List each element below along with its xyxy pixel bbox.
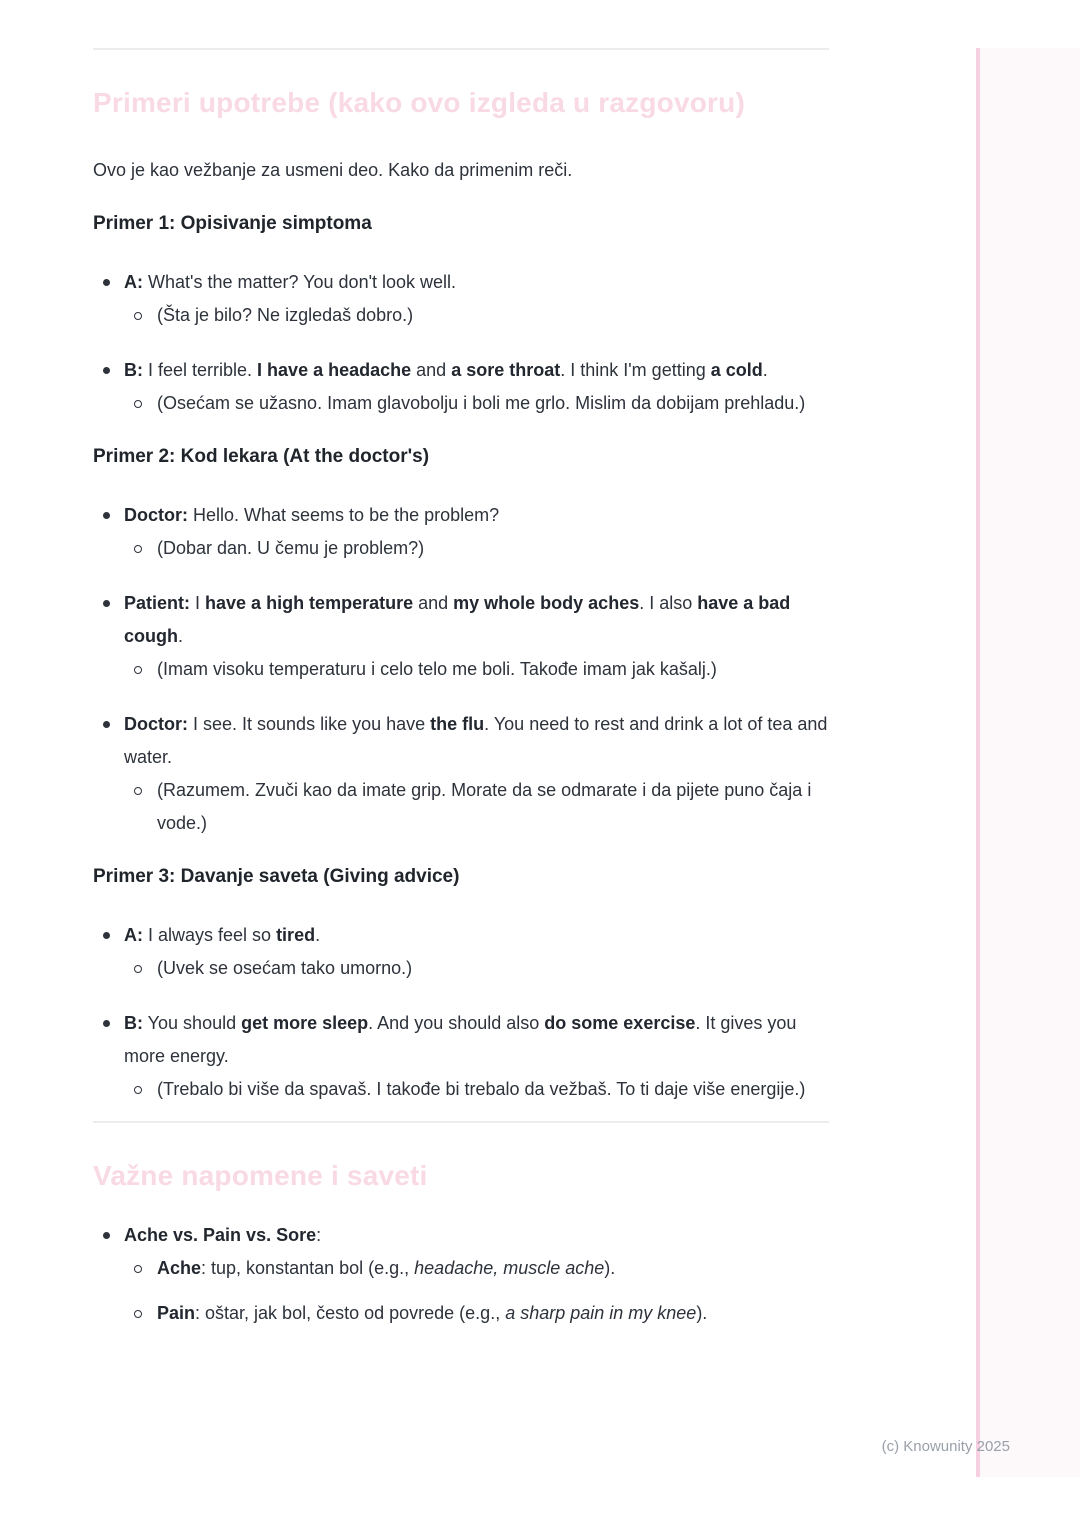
translation-line: [124, 532, 829, 565]
text-segment: I feel terrible.: [143, 360, 258, 380]
text-segment: :: [316, 1225, 322, 1245]
text-segment: : tup, konstantan bol (e.g.,: [201, 1258, 415, 1278]
dialogue-line: [93, 354, 829, 420]
text-segment: and: [413, 593, 454, 613]
bullet-dot-icon: [103, 932, 110, 939]
bullet-dot-icon: [103, 512, 110, 519]
translation-text: [157, 1297, 829, 1330]
text-segment: headache, muscle ache: [414, 1258, 605, 1278]
primer-3-heading: Primer 3: Davanje saveta (Giving advice): [93, 866, 460, 887]
translation-line: [124, 1252, 829, 1285]
dialogue-line: [93, 499, 829, 565]
translation-line: [124, 299, 829, 332]
page-edge-tint: [980, 48, 1080, 1477]
text-segment: A:: [124, 272, 143, 292]
text-segment: ).: [604, 1258, 616, 1278]
translation-text: [157, 774, 829, 840]
content-column: [93, 0, 829, 1330]
text-segment: B:: [124, 360, 143, 380]
translation-text: [157, 532, 829, 565]
text-segment: .: [762, 360, 768, 380]
translation-list: [124, 387, 829, 420]
footer-copyright: (c) Knowunity 2025: [881, 1438, 1010, 1455]
text-segment: ).: [696, 1303, 708, 1323]
translation-text: [157, 299, 829, 332]
text-segment: . I also: [639, 593, 698, 613]
text-segment: Patient:: [124, 593, 191, 613]
bullet-dot-icon: [103, 1232, 110, 1239]
text-segment: Ache: [157, 1258, 202, 1278]
text-segment: Doctor:: [124, 714, 188, 734]
dialogue-line: [93, 1219, 829, 1330]
dialogue-line: [93, 1007, 829, 1106]
bullet-circle-icon: [134, 666, 142, 674]
dialogue-text: [124, 499, 829, 532]
dialogue-line: [93, 919, 829, 985]
bullet-circle-icon: [134, 545, 142, 553]
dialogue-text: [124, 919, 829, 952]
text-segment: Pain: [157, 1303, 196, 1323]
text-segment: the flu: [430, 714, 485, 734]
translation-list: [124, 653, 829, 686]
bullet-dot-icon: [103, 367, 110, 374]
text-segment: : oštar, jak bol, često od povrede (e.g.,: [195, 1303, 506, 1323]
translation-list: [124, 952, 829, 985]
bullet-circle-icon: [134, 787, 142, 795]
translation-list: [124, 774, 829, 840]
text-segment: (Razumem. Zvuči kao da imate grip. Morate da se odmarate i da pijete puno čaja i vode.): [157, 780, 812, 833]
bullet-circle-icon: [134, 965, 142, 973]
translation-text: [157, 1252, 829, 1285]
text-segment: You should: [143, 1013, 242, 1033]
text-segment: . I think I'm getting: [560, 360, 711, 380]
text-segment: Doctor:: [124, 505, 188, 525]
text-segment: my whole body aches: [453, 593, 640, 613]
primer-2-list: [93, 499, 829, 840]
translation-text: [157, 653, 829, 686]
bullet-circle-icon: [134, 400, 142, 408]
dialogue-text: [124, 1007, 829, 1073]
text-segment: What's the matter? You don't look well.: [143, 272, 457, 292]
napomene-list: [93, 1219, 829, 1330]
section-title-primeri-upotrebe: Primeri upotrebe (kako ovo izgleda u razgovoru): [93, 87, 745, 118]
translation-line: [124, 653, 829, 686]
text-segment: and: [411, 360, 452, 380]
text-segment: A:: [124, 925, 143, 945]
dialogue-text: [124, 266, 829, 299]
translation-line: [124, 1073, 829, 1106]
intro-paragraph: Ovo je kao vežbanje za usmeni deo. Kako da primenim reči.: [93, 160, 573, 180]
bullet-circle-icon: [134, 1086, 142, 1094]
translation-text: [157, 1073, 829, 1106]
dialogue-text: [124, 587, 829, 653]
translation-list: [124, 532, 829, 565]
bullet-circle-icon: [134, 312, 142, 320]
top-divider: [93, 48, 829, 50]
text-segment: (Šta je bilo? Ne izgledaš dobro.): [157, 305, 414, 325]
primer-3-list: [93, 919, 829, 1106]
translation-line: [124, 1297, 829, 1330]
section-title-vazne-napomene: Važne napomene i saveti: [93, 1160, 428, 1191]
translation-list: [124, 1073, 829, 1106]
text-segment: (Uvek se osećam tako umorno.): [157, 958, 413, 978]
translation-line: [124, 774, 829, 840]
text-segment: B:: [124, 1013, 143, 1033]
primer-1-list: [93, 266, 829, 420]
dialogue-line: [93, 587, 829, 686]
text-segment: a sore throat: [451, 360, 561, 380]
text-segment: have a bad cough: [124, 593, 791, 646]
text-segment: (Trebalo bi više da spavaš. I takođe bi trebalo da vežbaš. To ti daje više energije.): [157, 1079, 806, 1099]
translation-text: [157, 952, 829, 985]
translation-list: [124, 1252, 829, 1330]
bullet-circle-icon: [134, 1310, 142, 1318]
text-segment: .: [178, 626, 184, 646]
bullet-dot-icon: [103, 721, 110, 728]
text-segment: .: [315, 925, 321, 945]
text-segment: tired: [276, 925, 316, 945]
translation-list: [124, 299, 829, 332]
dialogue-line: [93, 266, 829, 332]
dialogue-text: [124, 1219, 829, 1252]
primer-2-heading: Primer 2: Kod lekara (At the doctor's): [93, 446, 430, 467]
text-segment: . And you should also: [368, 1013, 545, 1033]
text-segment: a sharp pain in my knee: [505, 1303, 697, 1323]
bullet-dot-icon: [103, 279, 110, 286]
text-segment: I always feel so: [143, 925, 277, 945]
text-segment: (Dobar dan. U čemu je problem?): [157, 538, 425, 558]
text-segment: Ache vs. Pain vs. Sore: [124, 1225, 317, 1245]
dialogue-line: [93, 708, 829, 840]
bottom-divider: [93, 1121, 829, 1123]
text-segment: I: [190, 593, 206, 613]
text-segment: a cold: [710, 360, 763, 380]
page-edge-accent-line: [976, 48, 980, 1477]
bullet-circle-icon: [134, 1265, 142, 1273]
text-segment: get more sleep: [241, 1013, 369, 1033]
translation-line: [124, 387, 829, 420]
text-segment: . You need to rest and drink a lot of tea and water.: [124, 714, 828, 767]
text-segment: I have a headache: [257, 360, 412, 380]
bullet-dot-icon: [103, 600, 110, 607]
dialogue-text: [124, 354, 829, 387]
text-segment: . It gives you more energy.: [124, 1013, 797, 1066]
text-segment: I see. It sounds like you have: [188, 714, 431, 734]
primer-1-heading: Primer 1: Opisivanje simptoma: [93, 213, 372, 234]
translation-line: [124, 952, 829, 985]
translation-text: [157, 387, 829, 420]
text-segment: (Osećam se užasno. Imam glavobolju i boli me grlo. Mislim da dobijam prehladu.): [157, 393, 806, 413]
text-segment: do some exercise: [544, 1013, 696, 1033]
text-segment: (Imam visoku temperaturu i celo telo me boli. Takođe imam jak kašalj.): [157, 659, 717, 679]
text-segment: Hello. What seems to be the problem?: [188, 505, 500, 525]
bullet-dot-icon: [103, 1020, 110, 1027]
text-segment: have a high temperature: [205, 593, 414, 613]
dialogue-text: [124, 708, 829, 774]
